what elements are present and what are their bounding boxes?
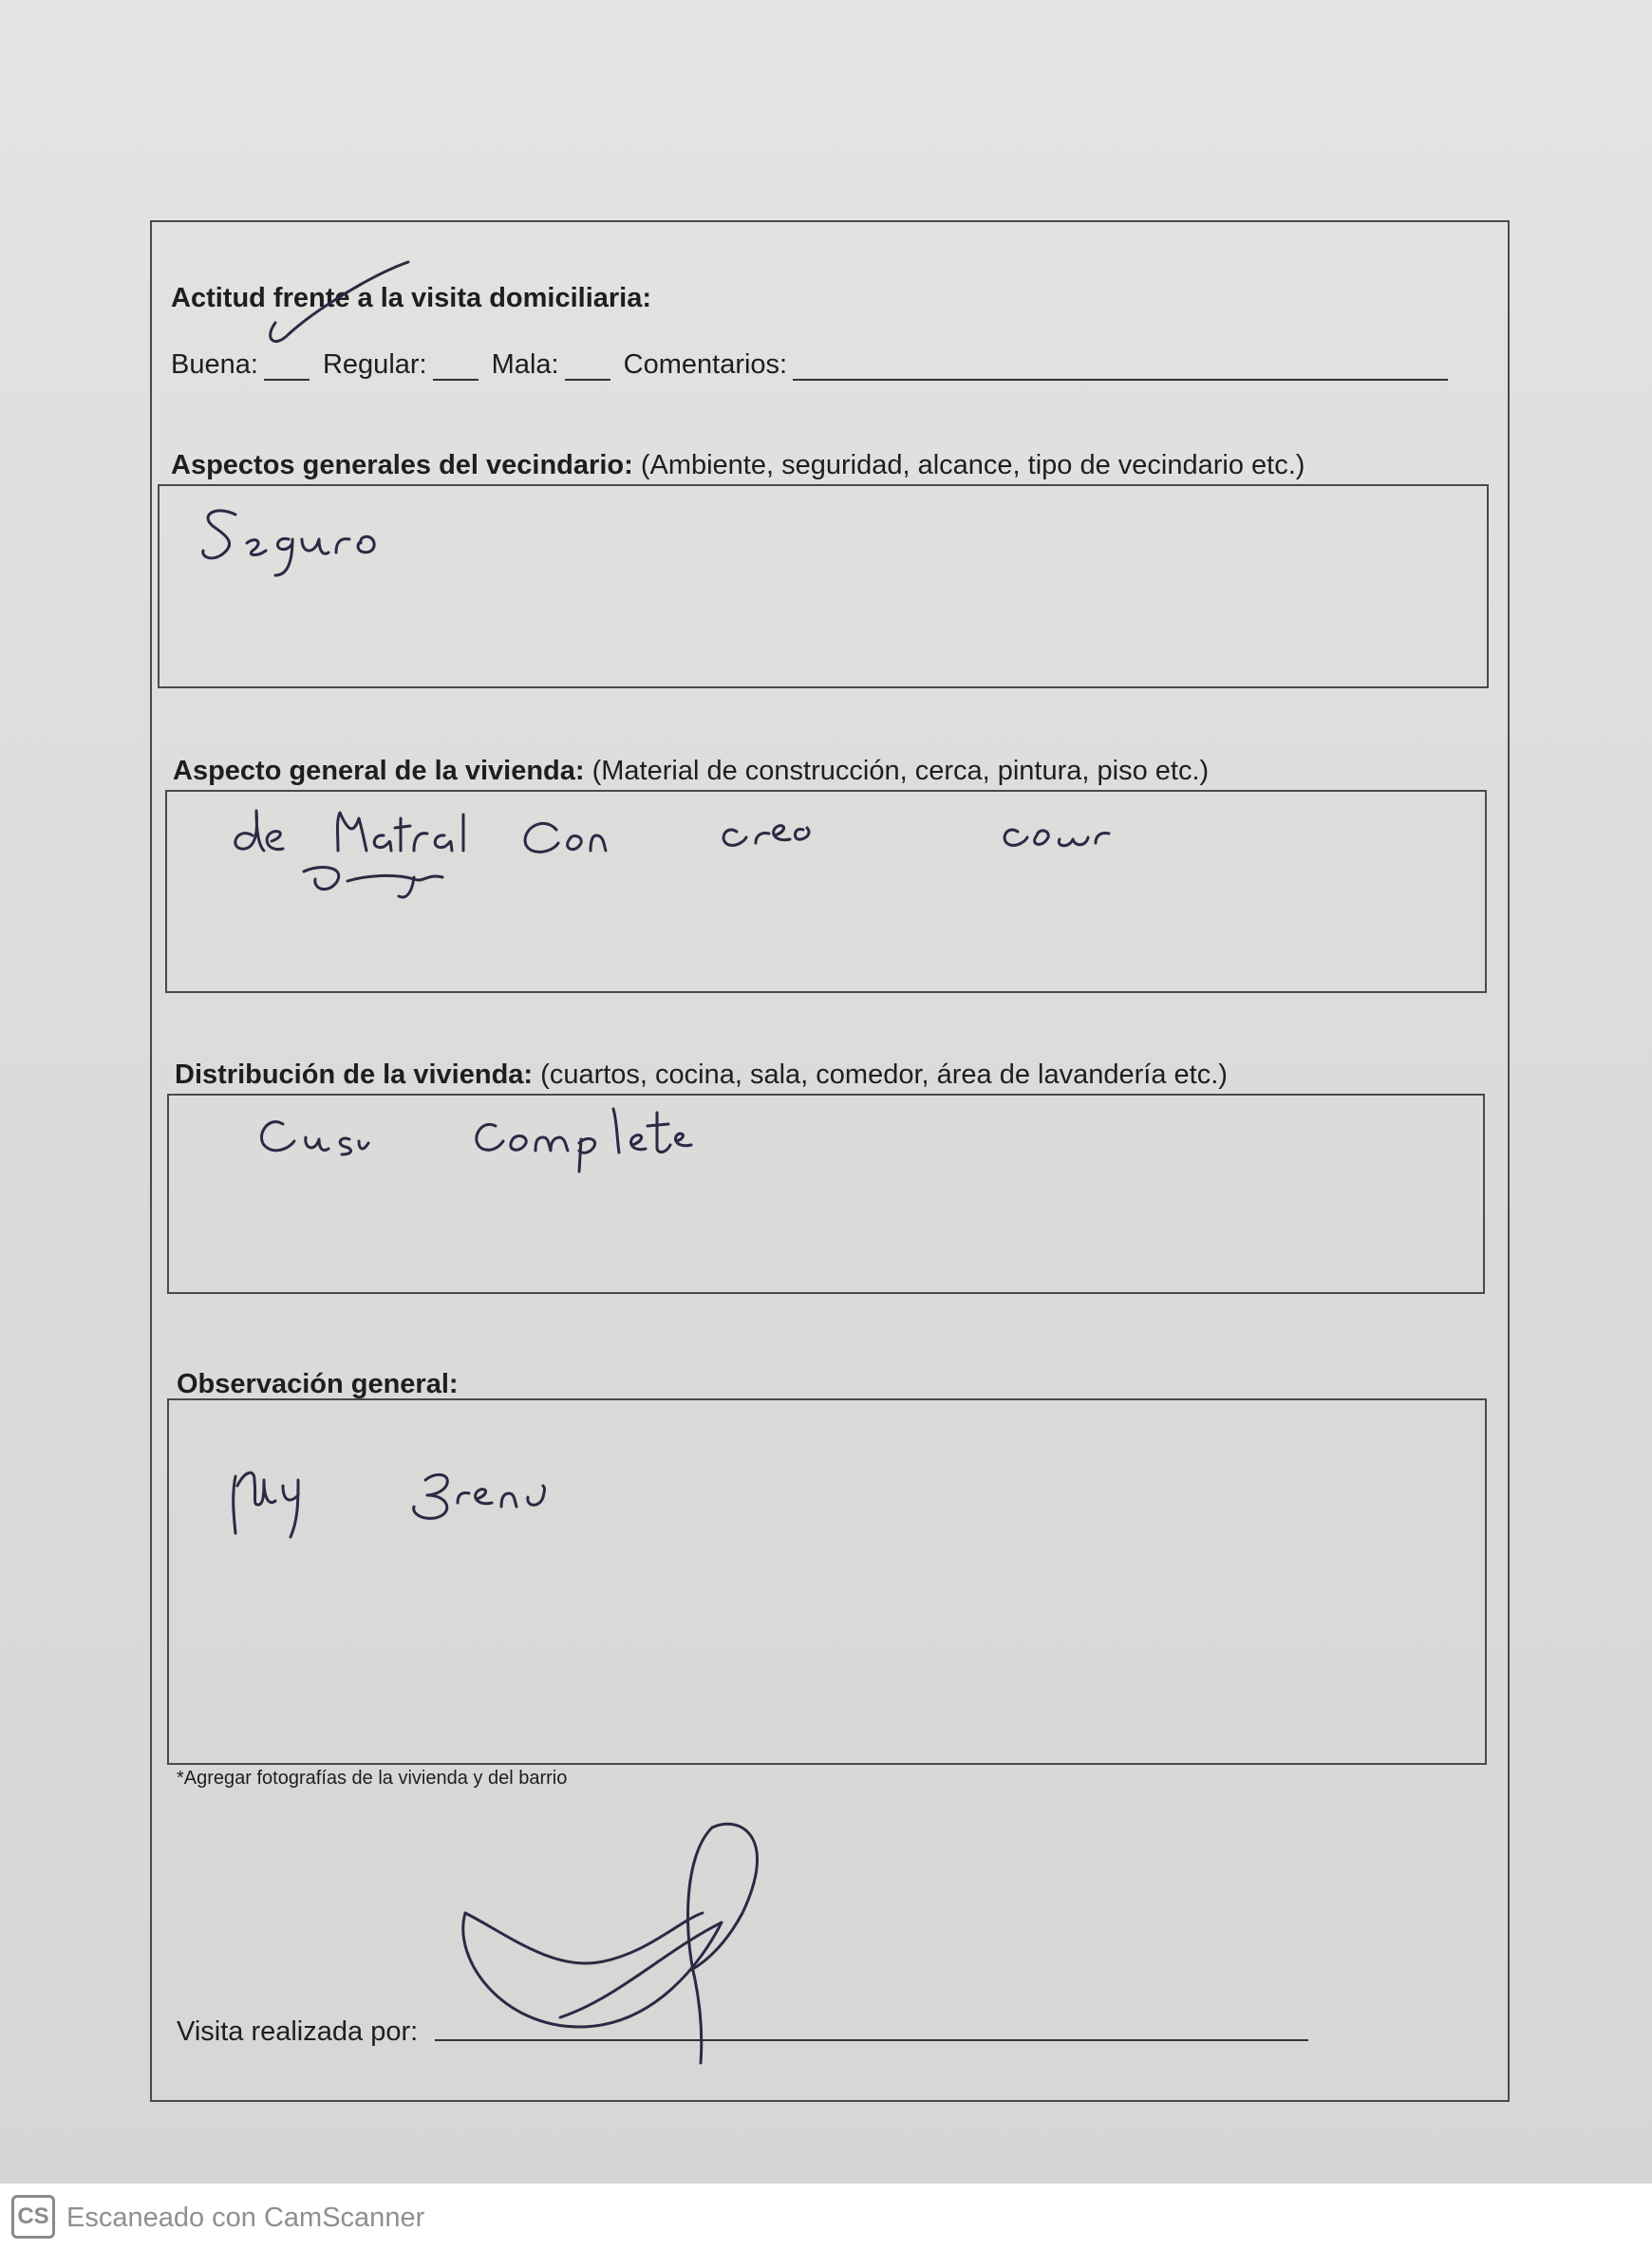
neighborhood-hint: (Ambiente, seguridad, alcance, tipo de vecindario etc.)	[640, 450, 1305, 480]
distribution-heading-row	[175, 1059, 1228, 1091]
visit-label: Visita realizada por:	[177, 2016, 419, 2047]
signature-icon	[446, 1818, 807, 2074]
mala-label: Mala:	[491, 349, 559, 380]
observation-answer-handwriting	[226, 1457, 568, 1571]
regular-label: Regular:	[322, 349, 427, 380]
mala-blank[interactable]	[565, 354, 610, 381]
camscanner-footer	[0, 2184, 1652, 2250]
distribution-answer-handwriting	[254, 1103, 748, 1179]
regular-blank[interactable]	[433, 354, 479, 381]
neighborhood-heading: Aspectos generales del vecindario:	[171, 450, 633, 480]
comentarios-blank[interactable]	[793, 354, 1448, 381]
housing-heading-row	[173, 756, 1209, 787]
buena-checkmark-icon	[256, 256, 427, 361]
buena-label: Buena:	[171, 349, 258, 380]
camscanner-text: Escaneado con CamScanner	[66, 2203, 425, 2233]
housing-answer-handwriting	[224, 797, 1363, 911]
photo-note: *Agregar fotografías de la vivienda y del barrio	[177, 1768, 568, 1789]
housing-box[interactable]	[165, 790, 1487, 993]
attitude-heading: Actitud frente a la visita domiciliaria:	[171, 283, 652, 313]
observation-heading: Observación general:	[177, 1369, 459, 1399]
neighborhood-heading-row	[171, 450, 1305, 481]
housing-heading: Aspecto general de la vivienda:	[173, 756, 585, 786]
neighborhood-answer-handwriting	[197, 501, 406, 577]
neighborhood-box[interactable]	[158, 484, 1489, 688]
housing-hint: (Material de construcción, cerca, pintura, piso etc.)	[591, 756, 1210, 786]
observation-box[interactable]	[167, 1398, 1487, 1765]
distribution-hint: (cuartos, cocina, sala, comedor, área de lavandería etc.)	[540, 1059, 1228, 1090]
distribution-box[interactable]	[167, 1094, 1485, 1294]
distribution-heading: Distribución de la vivienda:	[175, 1059, 534, 1090]
camscanner-logo-icon: CS	[11, 2195, 55, 2239]
comentarios-label: Comentarios:	[623, 349, 788, 380]
